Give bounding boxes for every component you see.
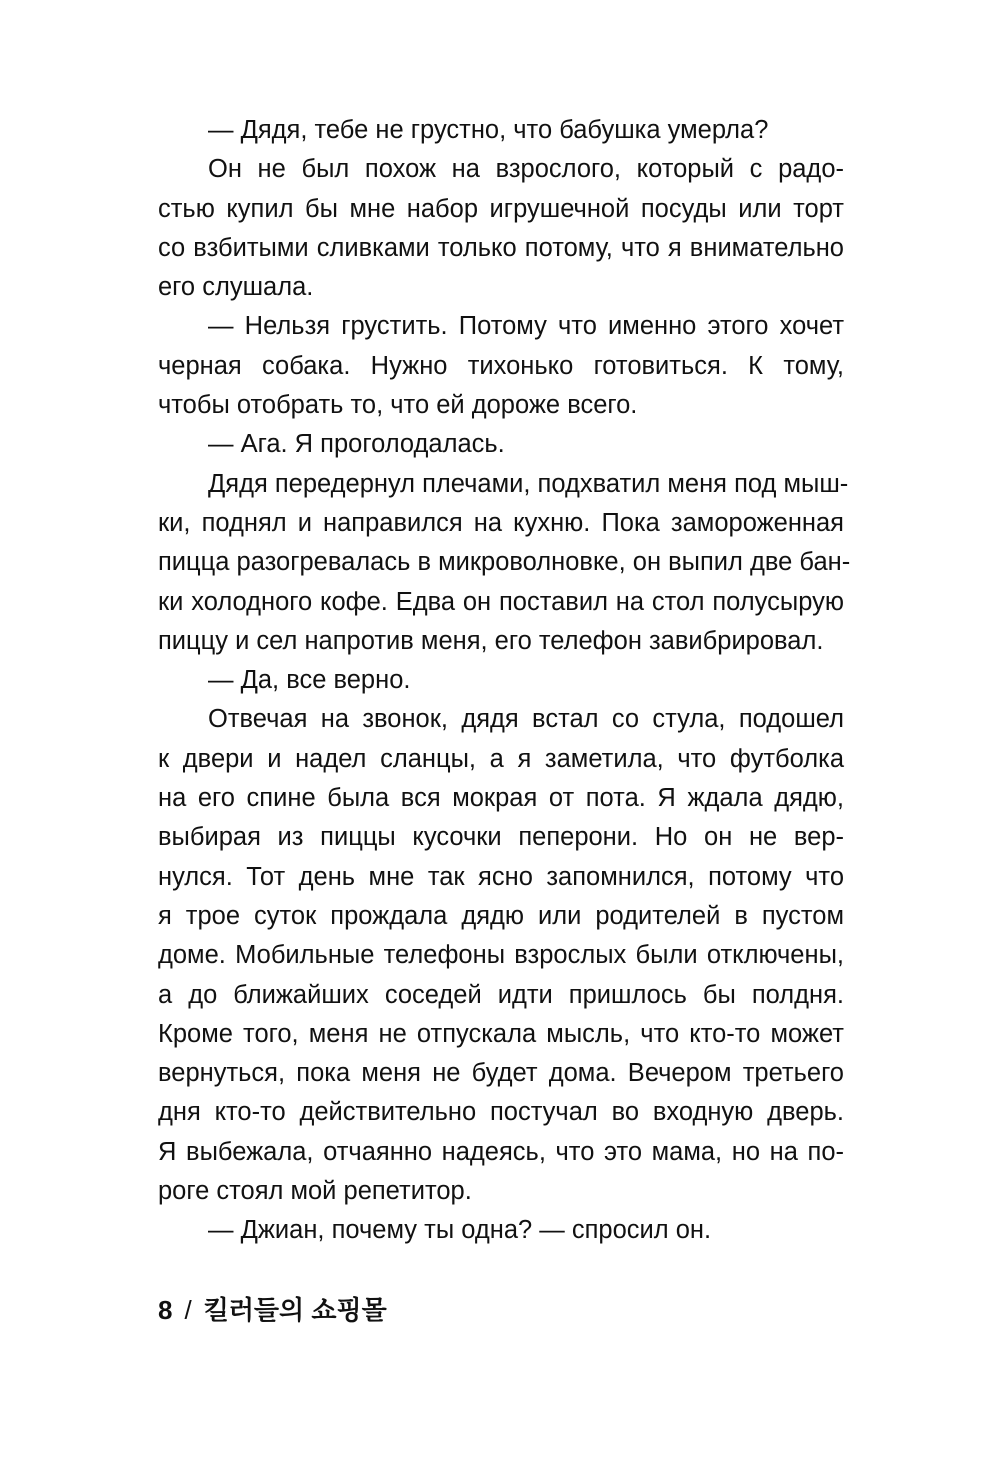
- text-line: вернуться, пока меня не будет дома. Вечером третьего: [158, 1059, 844, 1088]
- text-line: к двери и надел сланцы, а я заметила, что футболка: [158, 744, 844, 773]
- text-line: нулся. Тот день мне так ясно запомнился, потому что: [158, 862, 844, 891]
- text-line: его слушала.: [158, 273, 314, 302]
- text-line: а до ближайших соседей идти пришлось бы полдня.: [158, 980, 844, 1009]
- text-line: Я выбежала, отчаянно надеясь, что это мама, но на по-: [158, 1137, 844, 1166]
- text-line: стью купил бы мне набор игрушечной посуды или торт: [158, 194, 844, 223]
- text-line: со взбитыми сливками только потому, что я внимательно: [158, 233, 844, 262]
- text-line: чтобы отобрать то, что ей дороже всего.: [158, 391, 638, 420]
- text-line: — Да, все верно.: [208, 666, 411, 695]
- text-line: роге стоял мой репетитор.: [158, 1177, 472, 1206]
- text-line: Отвечая на звонок, дядя встал со стула, подошел: [208, 705, 844, 734]
- text-line: — Дядя, тебе не грустно, что бабушка умерла?: [208, 116, 769, 144]
- text-line: дня кто-то действительно постучал во входную дверь.: [158, 1098, 844, 1127]
- page-footer: [158, 1290, 387, 1330]
- text-line: я трое суток прождала дядю или родителей в пустом: [158, 901, 844, 930]
- text-line: — Нельзя грустить. Потому что именно этого хочет: [208, 312, 844, 341]
- text-line: пицца разогревалась в микроволновке, он выпил две бан-: [158, 548, 851, 577]
- text-line: — Джиан, почему ты одна? — спросил он.: [208, 1216, 712, 1245]
- text-line: черная собака. Нужно тихонько готовиться. К тому,: [158, 351, 844, 380]
- book-title: 킬러들의 쇼핑몰: [203, 1295, 387, 1325]
- text-line: пиццу и сел напротив меня, его телефон завибрировал.: [158, 626, 824, 655]
- body-text: [158, 111, 851, 1251]
- text-line: на его спине была вся мокрая от пота. Я ждала дядю,: [158, 784, 844, 813]
- text-line: ки, поднял и направился на кухню. Пока замороженная: [158, 508, 844, 537]
- footer-separator: /: [184, 1295, 192, 1325]
- text-line: Кроме того, меня не отпускала мысль, что кто-то может: [158, 1019, 844, 1048]
- text-line: — Ага. Я проголодалась.: [208, 430, 505, 459]
- text-line: Он не был похож на взрослого, который с радо-: [208, 155, 844, 184]
- text-line: доме. Мобильные телефоны взрослых были отключены,: [158, 941, 844, 970]
- text-line: ки холодного кофе. Едва он поставил на стол полусырую: [158, 587, 844, 616]
- page-number: 8: [158, 1295, 173, 1325]
- text-line: выбирая из пиццы кусочки пеперони. Но он не вер-: [158, 823, 844, 852]
- text-line: Дядя передернул плечами, подхватил меня под мыш-: [208, 469, 849, 498]
